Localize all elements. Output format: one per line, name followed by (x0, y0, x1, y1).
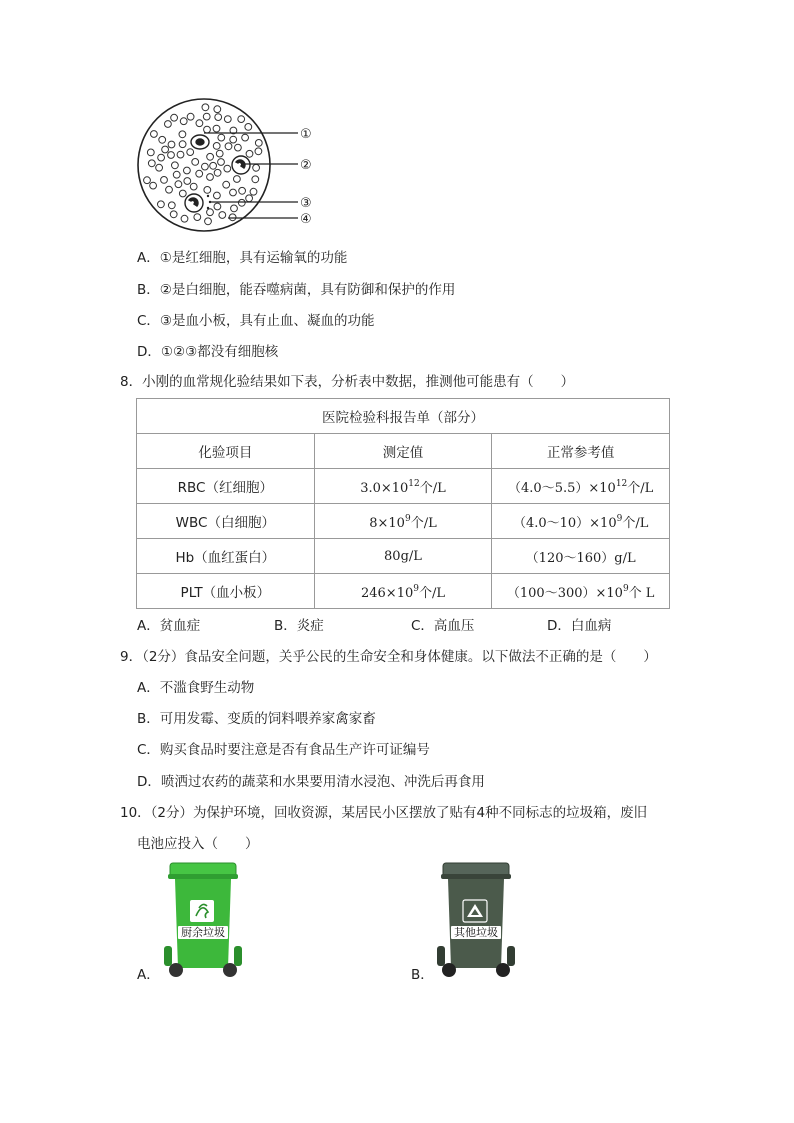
lab-report-table (136, 398, 670, 609)
red-blood-cell (203, 113, 210, 120)
red-blood-cell (151, 131, 158, 138)
red-blood-cell (213, 143, 220, 150)
red-blood-cell (170, 211, 177, 218)
red-blood-cell (168, 152, 175, 159)
row-item: PLT（血小板） (137, 574, 315, 609)
red-blood-cell (218, 159, 225, 166)
q8-option-a[interactable]: A．贫血症 (137, 618, 201, 634)
q9-option-c[interactable]: C．购买食品时要注意是否有食品生产许可证编号 (137, 742, 430, 758)
q10-option-b[interactable]: B． (411, 967, 434, 983)
table-header: 化验项目 (137, 434, 315, 469)
red-blood-cell (239, 187, 246, 194)
red-blood-cell (213, 125, 220, 132)
red-blood-cell (229, 214, 236, 221)
red-blood-cell (190, 183, 197, 190)
label-2: ② (300, 158, 312, 173)
row-item: WBC（白细胞） (137, 504, 315, 539)
red-blood-cell (165, 121, 172, 128)
red-blood-cell (207, 153, 214, 160)
red-blood-cell (224, 165, 231, 172)
red-blood-cell (187, 149, 194, 156)
row-value: 80g/L (314, 539, 492, 574)
red-blood-cell (205, 218, 212, 225)
table-row (137, 469, 670, 504)
red-blood-cell (172, 162, 179, 169)
q10-stem-line2: 电池应投入（ ） (137, 836, 259, 852)
q7-option-c[interactable]: C．③是血小板，具有止血、凝血的功能 (137, 313, 375, 329)
red-blood-cell (210, 162, 217, 169)
red-blood-cell (150, 182, 157, 189)
red-blood-cell (179, 190, 186, 197)
kitchen-waste-bin-icon (164, 862, 242, 978)
red-blood-cell (156, 164, 163, 171)
table-row (137, 574, 670, 609)
red-blood-cell (238, 116, 245, 123)
red-blood-cell (238, 199, 245, 206)
red-blood-cell (230, 189, 237, 196)
red-blood-cell (175, 181, 182, 188)
q9-option-b[interactable]: B．可用发霉、变质的饲料喂养家禽家畜 (137, 711, 376, 727)
red-blood-cell (214, 106, 221, 113)
red-blood-cell (224, 116, 231, 123)
row-value: $3.0\times 10^{12}$个/L (314, 469, 492, 504)
table-header: 测定值 (314, 434, 492, 469)
table-row (137, 504, 670, 539)
red-blood-cell (173, 171, 180, 178)
red-blood-cell (246, 150, 253, 157)
red-blood-cell (218, 134, 225, 141)
q10-stem-line1: 10．（2分）为保护环境，回收资源，某居民小区摆放了贴有4种不同标志的垃圾箱，废旧 (120, 805, 648, 821)
red-blood-cell (179, 131, 186, 138)
red-blood-cell (204, 126, 211, 133)
label-1: ① (300, 127, 312, 142)
red-blood-cell (184, 178, 191, 185)
row-reference: （120～160）g/L (492, 539, 670, 574)
q8-option-b[interactable]: B．炎症 (274, 618, 324, 634)
red-blood-cell (171, 114, 178, 121)
red-blood-cell (194, 214, 201, 221)
red-blood-cell (187, 113, 194, 120)
red-blood-cell (181, 215, 188, 222)
red-blood-cell (215, 114, 222, 121)
label-3: ③ (300, 196, 312, 211)
red-blood-cell (255, 140, 262, 147)
red-blood-cell (204, 187, 211, 194)
q7-option-b[interactable]: B．②是白细胞，能吞噬病菌，具有防御和保护的作用 (137, 282, 456, 298)
other-waste-label: 其他垃圾 (451, 926, 501, 939)
red-blood-cell (202, 104, 209, 111)
red-blood-cell (219, 212, 226, 219)
red-blood-cell (144, 177, 151, 184)
red-blood-cell (214, 192, 221, 199)
red-blood-cell (196, 170, 203, 177)
red-blood-cell (235, 144, 242, 151)
q7-option-d[interactable]: D．①②③都没有细胞核 (137, 344, 279, 360)
red-blood-cell (196, 120, 203, 127)
red-blood-cell (234, 176, 241, 183)
row-item: Hb（血红蛋白） (137, 539, 315, 574)
red-blood-cell (184, 167, 191, 174)
row-reference: $(4.0\sim 10)\times 10^9$个/L (492, 504, 670, 539)
q8-stem: 8．小刚的血常规化验结果如下表，分析表中数据，推测他可能患有（ ） (120, 374, 575, 390)
kitchen-waste-bin[interactable] (164, 862, 242, 978)
red-blood-cell (202, 163, 209, 170)
q8-option-c[interactable]: C．高血压 (411, 618, 475, 634)
red-blood-cell (192, 159, 199, 166)
red-blood-cell (148, 160, 155, 167)
blood-smear-diagram (130, 96, 330, 238)
red-blood-cell (245, 124, 252, 131)
red-blood-cell (159, 136, 166, 143)
row-reference: $(4.0\sim 5.5)\times 10^{12}$个/L (492, 469, 670, 504)
red-blood-cell (246, 195, 253, 202)
other-waste-bin[interactable] (437, 862, 515, 978)
red-blood-cell (162, 146, 169, 153)
q7-option-a[interactable]: A．①是红细胞，具有运输氧的功能 (137, 250, 348, 266)
red-blood-cell (230, 136, 237, 143)
red-blood-cell (216, 150, 223, 157)
red-blood-cell (242, 134, 249, 141)
table-row (137, 539, 670, 574)
kitchen-waste-label: 厨余垃圾 (178, 926, 228, 939)
red-blood-cell (180, 118, 187, 125)
q9-option-a[interactable]: A．不滥食野生动物 (137, 680, 255, 696)
other-waste-bin-icon (437, 862, 515, 978)
red-blood-cell (253, 164, 260, 171)
red-blood-cell (177, 151, 184, 158)
red-blood-cell (147, 149, 154, 156)
red-blood-cell (207, 209, 214, 216)
red-blood-cell (158, 201, 165, 208)
red-blood-cell (158, 154, 165, 161)
red-blood-cell (168, 141, 175, 148)
red-blood-cell (179, 141, 186, 148)
red-blood-cell (214, 169, 221, 176)
red-blood-cell (166, 186, 173, 193)
q8-option-d[interactable]: D．白血病 (547, 618, 612, 634)
red-blood-cell (255, 148, 262, 155)
red-blood-cell (250, 188, 257, 195)
label-4: ④ (300, 212, 312, 227)
red-blood-cell (225, 143, 232, 150)
row-item: RBC（红细胞） (137, 469, 315, 504)
red-blood-cell (223, 181, 230, 188)
red-blood-cell (168, 202, 175, 209)
red-blood-cell (214, 203, 221, 210)
q9-stem: 9．（2分）食品安全问题，关乎公民的生命安全和身体健康。以下做法不正确的是（ ） (120, 649, 657, 665)
q10-option-a[interactable]: A． (137, 967, 160, 983)
red-blood-cell (161, 177, 168, 184)
red-blood-cell (252, 176, 259, 183)
q9-option-d[interactable]: D．喷洒过农药的蔬菜和水果要用清水浸泡、冲洗后再食用 (137, 774, 485, 790)
red-blood-cell (231, 205, 238, 212)
table-title: 医院检验科报告单（部分） (137, 399, 670, 434)
red-blood-cell (207, 174, 214, 181)
row-value: $246\times 10^9$个/L (314, 574, 492, 609)
row-reference: $(100\sim 300)\times 10^9$个 L (492, 574, 670, 609)
table-header: 正常参考值 (492, 434, 670, 469)
row-value: $8\times 10^9$个/L (314, 504, 492, 539)
